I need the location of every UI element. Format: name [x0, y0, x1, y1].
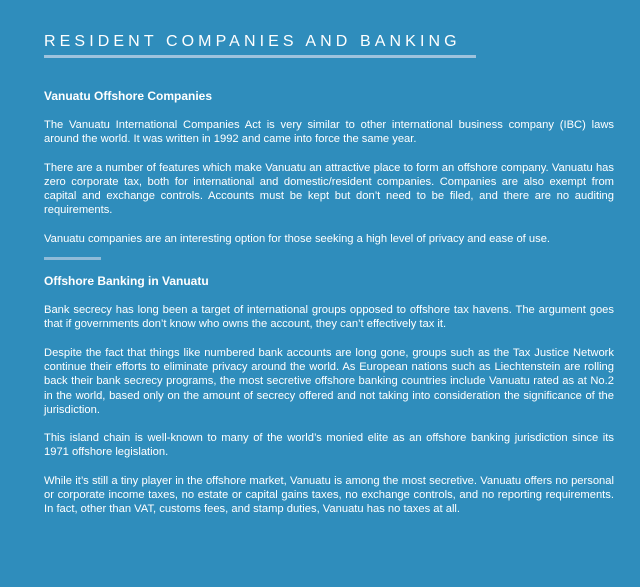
paragraph: Vanuatu companies are an interesting option for those seeking a high level of privacy and ease of use. — [44, 232, 551, 245]
paragraph: The Vanuatu International Companies Act is very similar to other international business company (IBC) laws around the world. It was written in 1992 and came into force the same year. — [44, 119, 614, 146]
section-heading-banking: Offshore Banking in Vanuatu — [44, 274, 209, 289]
page-title: RESIDENT COMPANIES AND BANKING — [44, 33, 461, 50]
section-heading-companies: Vanuatu Offshore Companies — [44, 89, 213, 103]
section-divider — [44, 257, 101, 260]
paragraph: Despite the fact that things like numbered bank accounts are long gone, groups such as the Tax Justice Network continue their efforts to eliminate privacy around the world. As European nations such as Liechtenstein are rolling back their bank secrecy programs, the most secretive offshore banking countries include Vanuatu rated as at No.2 in the world, based only on the amount of secrecy offered and not taking into consideration the significance of the jurisdiction. — [44, 346, 614, 416]
paragraph: There are a number of features which make Vanuatu an attractive place to form an offshore company. Vanuatu has zero corporate tax, both for international and domestic/resident companies. Companies are also exempt from capital and exchange controls. Accounts must be kept but don’t need to be filed, and there are no auditing requirements. — [44, 161, 614, 217]
paragraph: This island chain is well-known to many of the world’s monied elite as an offshore banking jurisdiction since its 1971 offshore legislation. — [44, 432, 614, 459]
content — [44, 89, 614, 517]
paragraph: While it’s still a tiny player in the offshore market, Vanuatu is among the most secretive. Vanuatu offers no personal or corporate income taxes, no estate or capital gains taxes, no exchange controls, and no reporting requirements. In fact, other than VAT, customs fees, and stamp duties, Vanuatu has no taxes at all. — [44, 474, 614, 516]
paragraph: Bank secrecy has long been a target of international groups opposed to offshore tax havens. The argument goes that if governments don’t know who owns the account, they can’t effectively tax it. — [44, 304, 614, 331]
title-underline — [44, 55, 476, 58]
